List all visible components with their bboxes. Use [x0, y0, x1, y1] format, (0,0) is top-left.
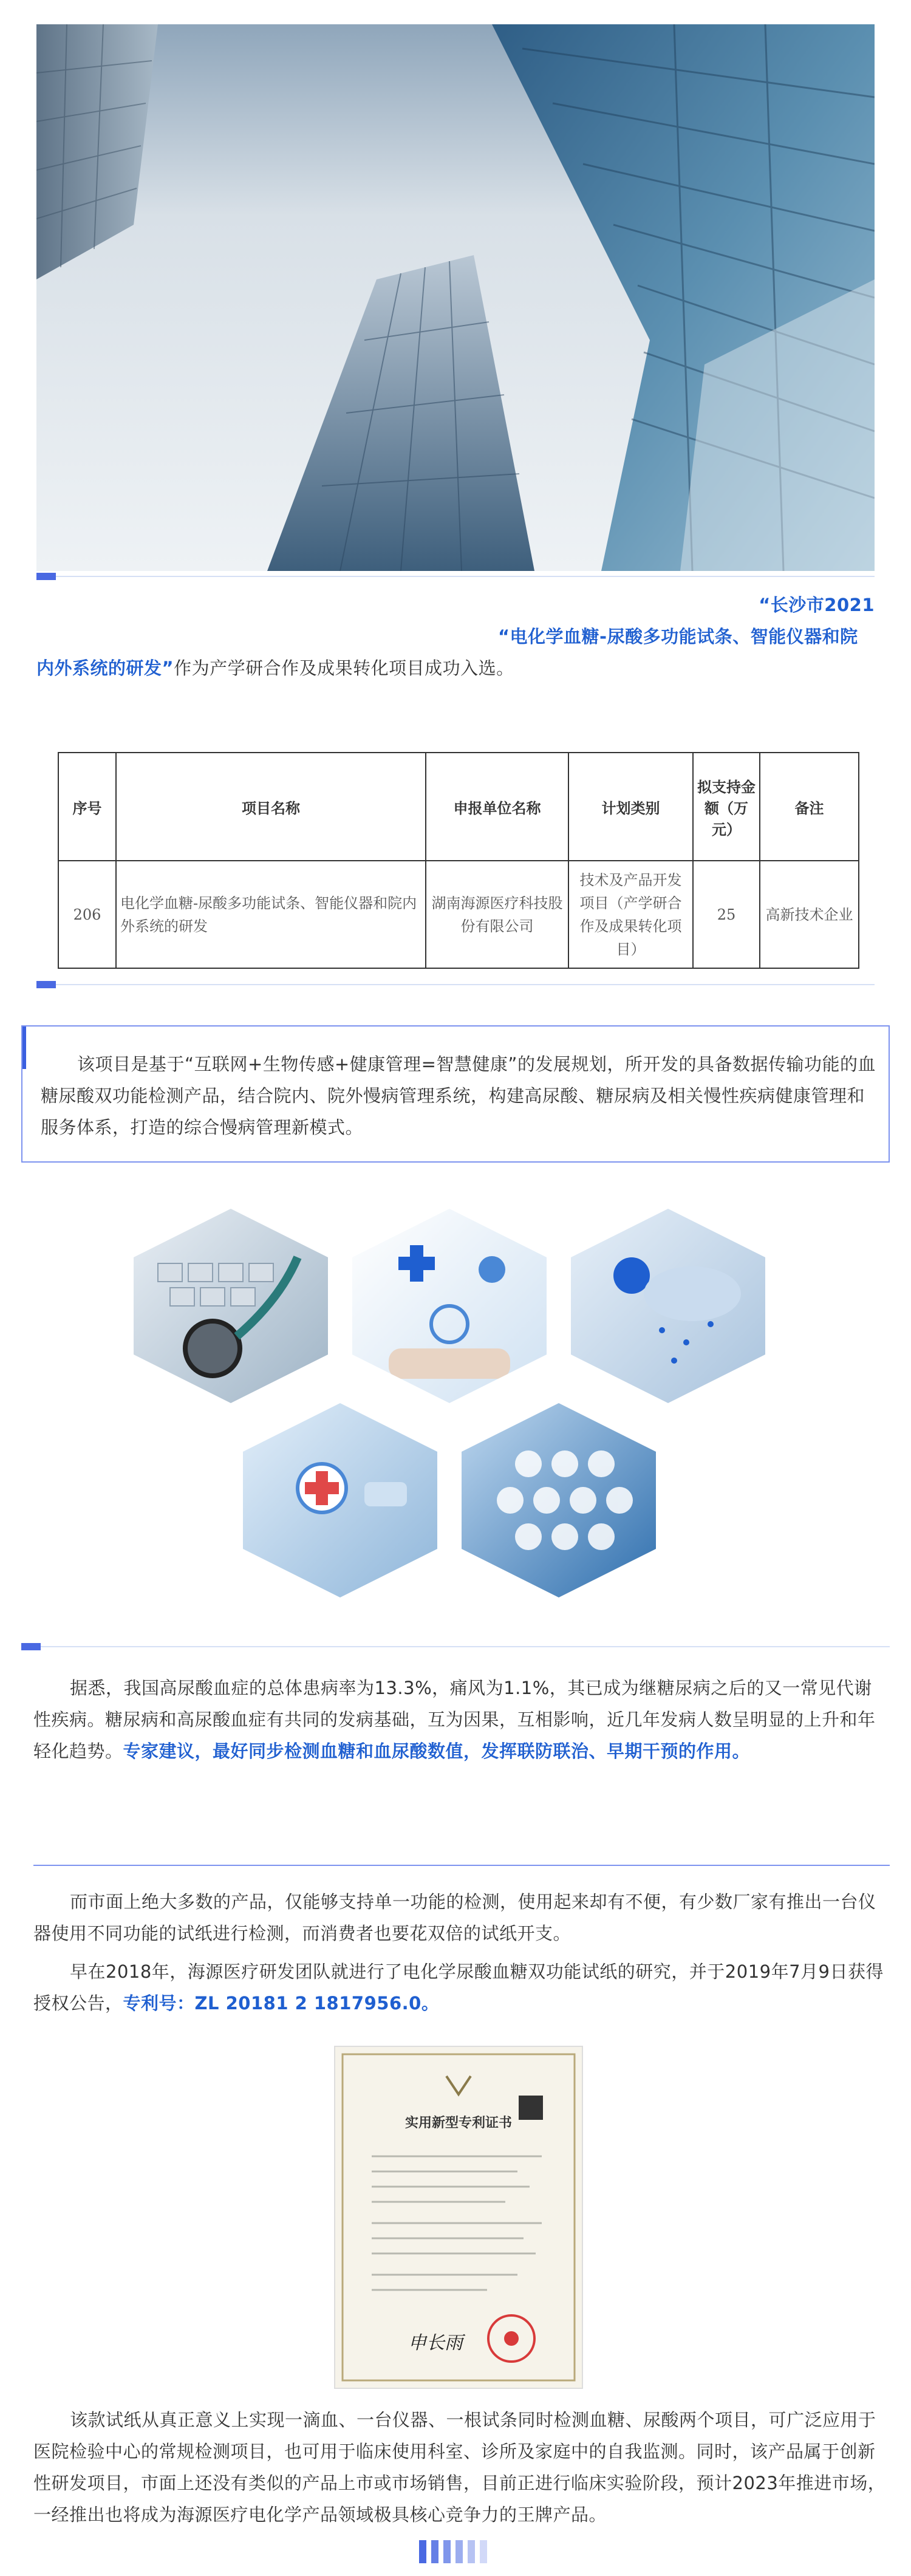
- table-divider: [56, 984, 875, 985]
- table-cell: 技术及产品开发项目（产学研合作及成果转化项目）: [568, 861, 693, 968]
- table-cell: 25: [693, 861, 760, 968]
- table-cell: 电化学血糖-尿酸多功能试条、智能仪器和院内外系统的研发: [116, 861, 426, 968]
- health-icon-grid: [462, 1403, 656, 1597]
- table-header-cell: 拟支持金额（万元）: [693, 753, 760, 861]
- project-table: [58, 752, 859, 969]
- hero-divider: [56, 576, 875, 577]
- paragraph-divider: [33, 1865, 890, 1866]
- project-table-image: [58, 752, 859, 969]
- skyscraper-illustration: [36, 24, 875, 571]
- section-accent-bar: [21, 1643, 41, 1650]
- intro-project-title: “电化学血糖-尿酸多功能试条、智能仪器和院内外系统的研发”: [36, 626, 858, 678]
- footer-decoration: [419, 2540, 492, 2566]
- table-cell: 206: [58, 861, 116, 968]
- stethoscope-icon: [134, 1209, 328, 1403]
- table-header-row: [58, 753, 859, 861]
- intro-lead-quote: “长沙市2021: [759, 595, 875, 615]
- hero-accent-bar: [36, 573, 56, 580]
- table-header-cell: 备注: [760, 753, 859, 861]
- footer-bar: [480, 2540, 487, 2563]
- footer-bar: [468, 2540, 475, 2563]
- table-cell: 湖南海源医疗科技股份有限公司: [426, 861, 568, 968]
- paragraph-patent-text: 早在2018年，海源医疗研发团队就进行了电化学尿酸血糖双功能试纸的研究，并于2019年7月9日获得授权公告，: [33, 1961, 884, 2014]
- medical-hand-hex: [243, 1403, 437, 1597]
- table-header-cell: 计划类别: [568, 753, 693, 861]
- keyboard-stethoscope-hex: [134, 1209, 328, 1403]
- patent-certificate-image: [334, 2046, 583, 2389]
- table-header-cell: 申报单位名称: [426, 753, 568, 861]
- box-accent-bar: [22, 1027, 26, 1069]
- footer-bar: [443, 2540, 451, 2563]
- project-description-box: [21, 1025, 890, 1163]
- paragraph-prevalence-text: 据悉，我国高尿酸血症的总体患病率为13.3%，痛风为1.1%，其已成为继糖尿病之后的又一常见代谢性疾病。糖尿病和高尿酸血症有共同的发病基础，互为因果，互相影响，近几年发病人数呈明显的上升和年轻化趋势。: [33, 1678, 876, 1761]
- paragraph-patent: [33, 1956, 890, 2019]
- table-cell: 高新技术企业: [760, 861, 859, 968]
- table-header-cell: 项目名称: [116, 753, 426, 861]
- intro-rest: 作为产学研合作及成果转化项目成功入选。: [174, 658, 514, 678]
- paragraph-market: 而市面上绝大多数的产品，仅能够支持单一功能的检测，使用起来却有不便，有少数厂家有推出一台仪器使用不同功能的试纸进行检测，而消费者也要花双倍的试纸开支。: [33, 1891, 876, 1944]
- medical-hexagon-illustration: [134, 1209, 777, 1610]
- box-text: 该项目是基于“互联网+生物传感+健康管理=智慧健康”的发展规划，所开发的具备数据传输功能的血糖尿酸双功能检测产品，结合院内、院外慢病管理系统，构建高尿酸、糖尿病及相关慢性疾病健康管理和服务体系，打造的综合慢病管理新模式。: [41, 1054, 876, 1138]
- table-accent-bar: [36, 981, 56, 988]
- globe-icon: [571, 1209, 765, 1403]
- medical-cross-icon: [243, 1403, 437, 1597]
- table-header-cell: 序号: [58, 753, 116, 861]
- world-map-hex: [571, 1209, 765, 1403]
- medical-icons: [352, 1209, 547, 1403]
- table-row: [58, 861, 859, 968]
- section-divider: [41, 1646, 890, 1647]
- health-icons-hex: [462, 1403, 656, 1597]
- expert-advice-highlight: 专家建议，最好同步检测血糖和血尿酸数值，发挥联防联治、早期干预的作用。: [123, 1741, 751, 1761]
- footer-bar: [419, 2540, 426, 2563]
- paragraph-prevalence: [33, 1672, 890, 1767]
- certificate-title: 实用新型专利证书: [404, 2115, 512, 2131]
- hero-skyscraper-image: [36, 24, 875, 571]
- paragraph-product-summary: 该款试纸从真正意义上实现一滴血、一台仪器、一根试条同时检测血糖、尿酸两个项目，可广泛应用于医院检验中心的常规检测项目，也可用于临床使用科室、诊所及家庭中的自我监测。同时，该产品属于创新性研发项目，市面上还没有类似的产品上市或市场销售，目前正进行临床实验阶段，预计2023年推进市场，一经推出也将成为海源医疗电化学产品领域极具核心竞争力的王牌产品。: [33, 2410, 886, 2525]
- intro-project-line: [36, 621, 875, 684]
- footer-bar: [455, 2540, 463, 2563]
- certificate-signature: 申长雨: [408, 2332, 463, 2354]
- patent-number-highlight: 专利号：ZL 20181 2 1817956.0。: [123, 1993, 440, 2014]
- footer-bar: [431, 2540, 438, 2563]
- intro-line-1: [36, 589, 875, 621]
- doctor-hand-hex: [352, 1209, 547, 1403]
